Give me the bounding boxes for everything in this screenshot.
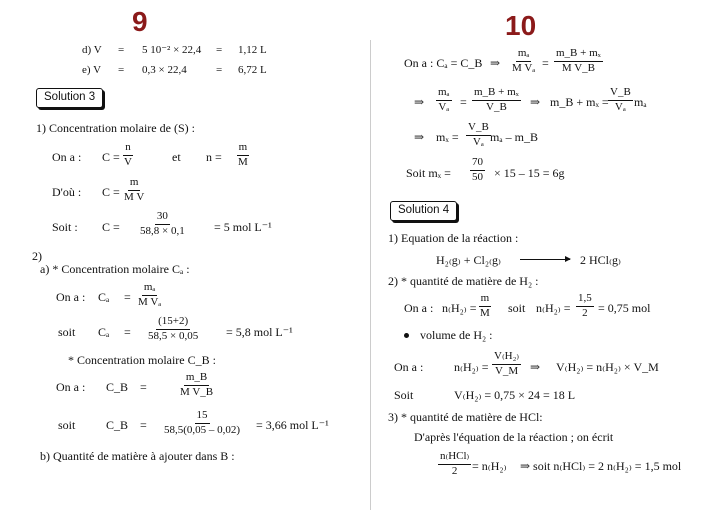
fraction-m-over-m: $\frac{m}{M}$ <box>238 141 248 168</box>
hcl-eq: = n₍H₂₎ <box>472 459 507 473</box>
r-line4-tail: × 15 – 15 = 6g <box>494 166 565 180</box>
concentration-result: = 5 mol L⁻¹ <box>214 220 272 234</box>
h2-result: = 0,75 mol <box>598 301 651 315</box>
ca-result: = 5,8 mol L⁻¹ <box>226 325 293 339</box>
cb-eq: = <box>140 380 147 394</box>
question-1-left: 1) Concentration molaire de (S) : <box>36 121 195 135</box>
label-soit: Soit : <box>52 220 78 234</box>
question-2b: b) Quantité de matière à ajouter dans B : <box>40 449 235 463</box>
reaction-arrow <box>520 259 570 260</box>
ca-soit: soit <box>58 325 76 339</box>
fraction-ma-over-mva: $\frac{\text{mₐ}}{\text{M Vₐ}}$ <box>138 281 162 308</box>
fraction-vb-over-va: $\frac{V\_B}{\text{Vₐ}}$ <box>610 86 631 113</box>
v-arrow: ⇒ <box>530 360 541 374</box>
cb-eq-2: = <box>140 418 147 432</box>
label-dou: D'où : <box>52 185 82 199</box>
fraction-mb-over-mvb: $\frac{m\_B}{\text{M V\_B}}$ <box>180 371 214 398</box>
cb-on-a: On a : <box>56 380 86 394</box>
ca-eq-2: = <box>124 325 131 339</box>
h2-n-label-2: n₍H₂₎ = <box>536 301 571 315</box>
v-n-label: n₍H₂₎ = <box>454 360 489 374</box>
fraction-m-over-mv: $\frac{m}{\text{M V}}$ <box>124 176 145 203</box>
fraction-ma-over-mva-r: $\frac{\text{mₐ}}{\text{M Vₐ}}$ <box>512 47 536 74</box>
question-2-right: 2) * quantité de matière de H₂ : <box>388 274 539 288</box>
line-e-op: = <box>118 64 125 76</box>
fraction-cb-calc: $\frac{15}{58,5(0,05 - 0,02)}$ <box>164 409 241 436</box>
r-line2-mid: m_B + mₓ = <box>550 95 609 109</box>
solution-3-heading: Solution 3 <box>36 88 103 108</box>
fraction-n-over-v: $\frac{n}{V}$ <box>124 141 132 168</box>
r-line1-eq: = <box>542 56 549 70</box>
reaction-reactants: H₂₍g₎ + Cl₂₍g₎ <box>436 253 501 267</box>
ca-label-2: Cₐ <box>98 325 110 339</box>
c-eq-3: C = <box>102 220 120 234</box>
reaction-products: 2 HCl₍g₎ <box>580 253 621 267</box>
bullet-icon <box>404 333 409 338</box>
h2-n-label: n₍H₂₎ = <box>442 301 477 315</box>
word-et: et <box>172 150 181 164</box>
line-e-result: 6,72 L <box>238 64 267 76</box>
v-result: V₍H₂₎ = 0,75 × 24 = 18 L <box>454 388 576 402</box>
r-line3-arrow: ⇒ <box>414 130 425 144</box>
question-3-sub: D'après l'équation de la réaction ; on écrit <box>414 430 614 444</box>
label-on-a: On a : <box>52 150 82 164</box>
question-2a: a) * Concentration molaire Cₐ : <box>40 262 190 276</box>
fraction-ma-over-va: $\frac{\text{mₐ}}{\text{Vₐ}}$ <box>438 86 450 113</box>
h2-on-a: On a : <box>404 301 434 315</box>
r-line3-prefix: mₓ = <box>436 130 459 144</box>
line-d-op: = <box>118 44 125 56</box>
r-line3-tail: mₐ – m_B <box>490 130 538 144</box>
ca-on-a: On a : <box>56 290 86 304</box>
r-line2-tail: mₐ <box>634 95 647 109</box>
hcl-tail: ⇒ soit n₍HCl₎ = 2 n₍H₂₎ = 1,5 mol <box>520 459 682 473</box>
v-tail: V₍H₂₎ = n₍H₂₎ × V_M <box>556 360 659 374</box>
question-2-left: 2) <box>32 249 42 263</box>
r-line1-prefix: On a : Cₐ = C_B <box>404 56 483 70</box>
fraction-nhcl-over-2: n₍HCl₎ 2 <box>440 450 470 477</box>
fraction-vh2-over-vm: $\frac{\text{V₍H₂₎}}{V\_M}$ <box>494 350 520 377</box>
cb-result: = 3,66 mol L⁻¹ <box>256 418 329 432</box>
r-line1-arrow: ⇒ <box>490 56 501 70</box>
cb-soit: soit <box>58 418 76 432</box>
page-number-right: 10 <box>505 10 537 41</box>
c-eq-2: C = <box>102 185 120 199</box>
line-d-label: d) V <box>82 44 102 56</box>
line-d-expr: 5 10⁻² × 22,4 <box>142 44 202 56</box>
ca-eq: = <box>124 290 131 304</box>
v-soit: Soit <box>394 388 414 402</box>
r-line4-prefix: Soit mₓ = <box>406 166 451 180</box>
fraction-ca-calc: $\frac{(15+2)}{58,5 \times 0,05}$ <box>148 315 199 342</box>
line-e-expr: 0,3 × 22,4 <box>142 64 187 76</box>
ca-label: Cₐ <box>98 290 110 304</box>
line-d-result: 1,12 L <box>238 44 267 56</box>
r-line2-eq: = <box>460 95 467 109</box>
h2-soit: soit <box>508 301 526 315</box>
fraction-vb-over-va-2: $\frac{V\_B}{\text{Vₐ}}$ <box>468 121 489 148</box>
question-1-right: 1) Equation de la réaction : <box>388 231 519 245</box>
cb-label: C_B <box>106 380 129 394</box>
fraction-70-over-50: $\frac{70}{50}$ <box>472 156 483 183</box>
line-e-eq: = <box>216 64 223 76</box>
line-e-label: e) V <box>82 64 102 76</box>
fraction-1-5-over-2: $\frac{1,5}{2}$ <box>578 292 592 319</box>
page-number-left: 9 <box>132 6 148 37</box>
fraction-mb-mx-over-mvb: $\frac{\text{m\_B + mₓ}}{\text{M V\_B}}$ <box>556 47 601 74</box>
v-on-a: On a : <box>394 360 424 374</box>
question-3-right: 3) * quantité de matière de HCl: <box>388 410 543 424</box>
solution-4-heading: Solution 4 <box>390 201 457 221</box>
cb-title: * Concentration molaire C_B : <box>68 353 216 367</box>
n-eq: n = <box>206 150 222 164</box>
fraction-concentration-calc: $\frac{30}{58,8 \times 0,1}$ <box>140 210 185 237</box>
line-d-eq: = <box>216 44 223 56</box>
r-line2-arrow: ⇒ <box>414 95 425 109</box>
fraction-mb-mx-over-vb: $\frac{\text{m\_B + mₓ}}{V\_B}$ <box>474 86 519 113</box>
fraction-m-over-m-h2: $\frac{m}{M}$ <box>480 292 490 319</box>
page-divider <box>370 40 371 510</box>
volume-h2-title: volume de H₂ : <box>420 328 493 342</box>
r-line2-arrow2: ⇒ <box>530 95 541 109</box>
c-eq: C = <box>102 150 120 164</box>
cb-label-2: C_B <box>106 418 129 432</box>
